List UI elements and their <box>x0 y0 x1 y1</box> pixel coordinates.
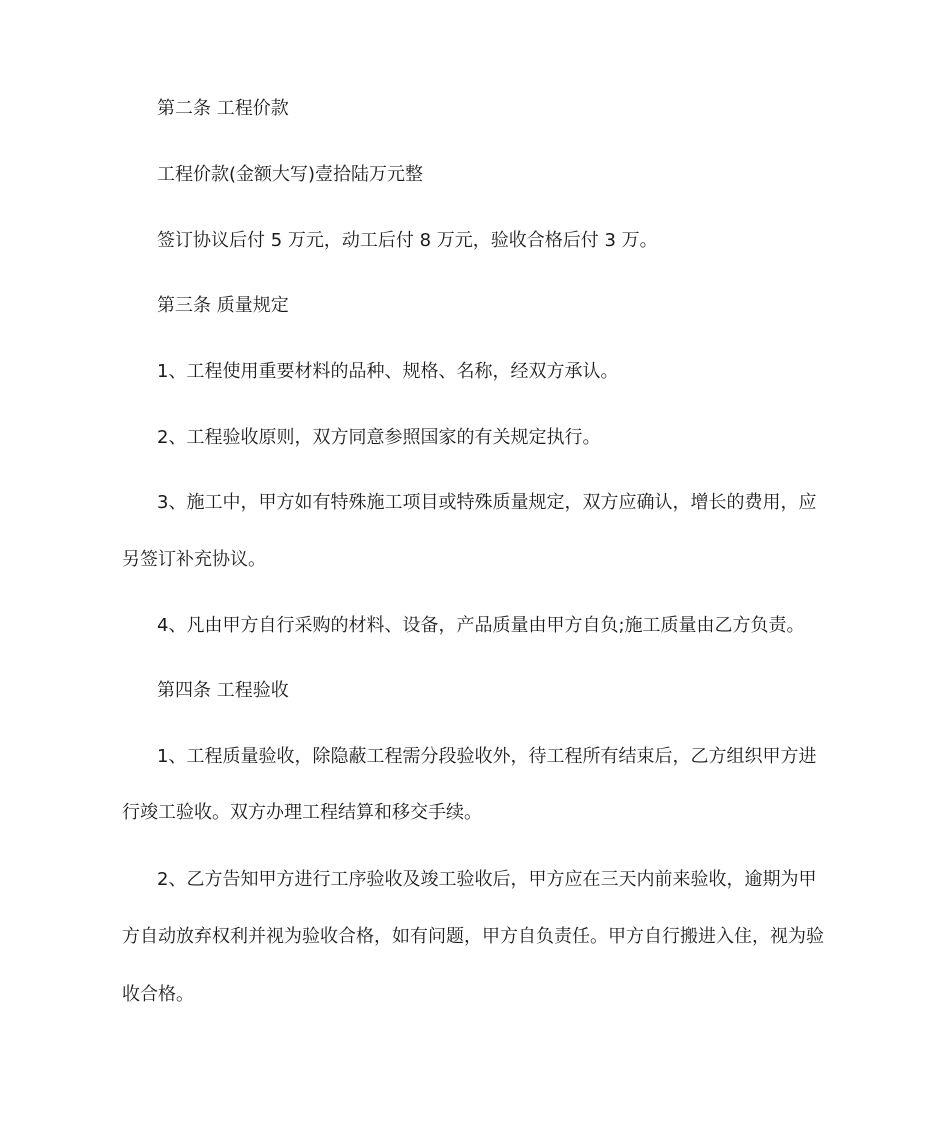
paragraph-acceptance-1-line-2: 行竣工验收。双方办理工程结算和移交手续。 <box>122 802 482 823</box>
paragraph-quality-4: 4、凡由甲方自行采购的材料、设备，产品质量由甲方自负;施工质量由乙方负责。 <box>157 615 805 636</box>
paragraph-acceptance-2-line-3: 收合格。 <box>122 984 194 1005</box>
paragraph-quality-1: 1、工程使用重要材料的品种、规格、名称，经双方承认。 <box>157 361 619 382</box>
paragraph-payment-schedule: 签订协议后付 5 万元，动工后付 8 万元，验收合格后付 3 万。 <box>157 230 658 251</box>
paragraph-quality-3-line-1: 3、施工中，甲方如有特殊施工项目或特殊质量规定，双方应确认，增长的费用，应 <box>157 492 817 513</box>
paragraph-acceptance-2-line-2: 方自动放弃权利并视为验收合格，如有问题，甲方自负责任。甲方自行搬进入住，视为验 <box>122 926 824 947</box>
paragraph-quality-3-line-2: 另签订补充协议。 <box>122 549 266 570</box>
paragraph-quality-2: 2、工程验收原则，双方同意参照国家的有关规定执行。 <box>157 427 601 448</box>
section-heading-4: 第四条 工程验收 <box>157 680 289 701</box>
paragraph-price-amount: 工程价款(金额大写)壹拾陆万元整 <box>157 164 424 185</box>
section-heading-3: 第三条 质量规定 <box>157 295 289 316</box>
section-heading-2: 第二条 工程价款 <box>157 98 289 119</box>
paragraph-acceptance-2-line-1: 2、乙方告知甲方进行工序验收及竣工验收后，甲方应在三天内前来验收，逾期为甲 <box>157 869 817 890</box>
paragraph-acceptance-1-line-1: 1、工程质量验收，除隐蔽工程需分段验收外，待工程所有结束后，乙方组织甲方进 <box>157 746 817 767</box>
